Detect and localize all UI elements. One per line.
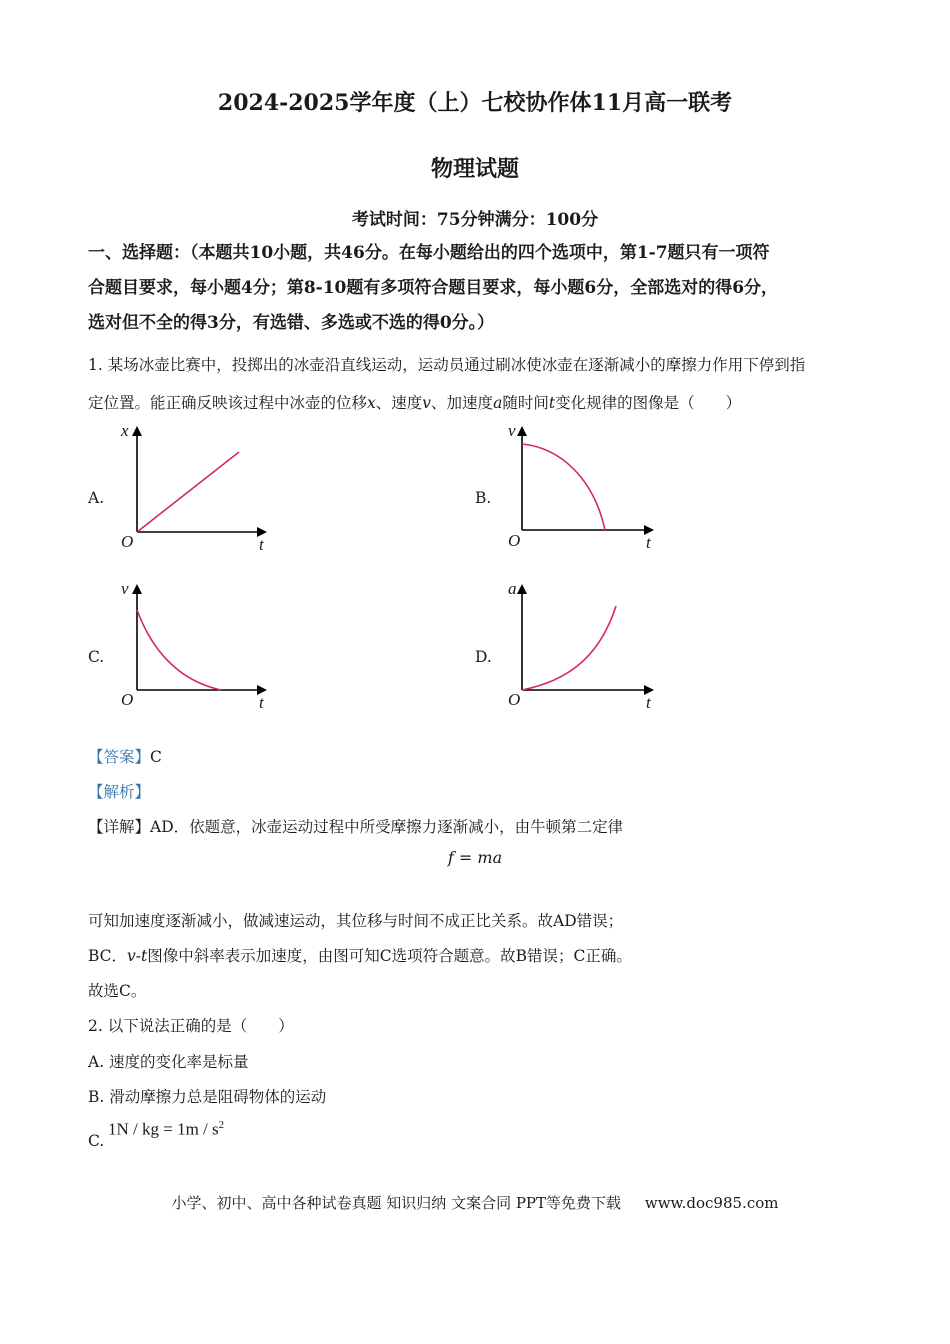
q1-text: 、速度: [375, 394, 423, 412]
q2-stem: 2. 以下说法正确的是（ ）: [88, 1017, 294, 1035]
graph-a: [115, 420, 295, 559]
a-t-curve: [522, 606, 616, 690]
detail-tag: 【详解】: [88, 818, 151, 836]
x-t-line: [137, 452, 239, 532]
q1-stem-line2: [88, 391, 741, 413]
q1-text: 定位置。能正确反映该过程中冰壶的位移: [88, 394, 368, 412]
answer-line: [88, 745, 162, 767]
detail-text: AD．依题意，冰壶运动过程中所受摩擦力逐渐减小，由牛顿第二定律: [150, 818, 624, 836]
section-line: 一、选择题：（本题共10小题，共46分。在每小题给出的四个选项中，第1-7题只有一项符: [88, 243, 770, 263]
x-axis-label: t: [646, 693, 651, 712]
var-v: v: [422, 394, 432, 412]
q2-option-c-formula: [108, 1119, 224, 1140]
footer-text: 小学、初中、高中各种试卷真题 知识归纳 文案合同 PPT等免费下载: [171, 1194, 622, 1212]
option-c-label: C.: [88, 648, 105, 666]
option-a-label: A.: [88, 489, 105, 507]
y-axis-label: v: [508, 421, 516, 440]
section-line: 合题目要求，每小题4分；第8-10题有多项符合题目要求，每小题6分，全部选对的得6分，: [88, 278, 779, 298]
subject-title: 物理试题: [430, 156, 519, 182]
q1-text: 变化规律的图像是（ ）: [555, 394, 742, 412]
graph-c: [115, 578, 295, 717]
origin-label: O: [508, 531, 521, 550]
q1-stem-line1: 1. 某场冰壶比赛中，投掷出的冰壶沿直线运动，运动员通过刷冰使冰壶在逐渐减小的摩擦力作用下停到指: [88, 356, 806, 374]
formula-fma: f = ma: [447, 848, 503, 867]
x-axis-label: t: [259, 693, 264, 712]
origin-label: O: [121, 532, 134, 551]
detail-text: 图像中斜率表示加速度，由图可知C选项符合题意。故B错误；C正确。: [147, 947, 632, 965]
q2-option-c-label: C.: [88, 1132, 105, 1150]
v-t-curve-concave: [522, 444, 605, 530]
graph-b: [502, 420, 682, 559]
x-axis-label: t: [259, 535, 264, 554]
exam-meta: 考试时间：75分钟满分：100分: [351, 210, 599, 230]
x-axis-label: t: [646, 533, 651, 552]
var-vt: v-t: [127, 947, 148, 965]
y-axis-arrow: [517, 584, 527, 594]
exam-title: 2024-2025学年度（上）七校协作体11月高一联考: [217, 90, 733, 116]
formula-text: 1N / kg = 1m / s: [108, 1119, 219, 1139]
y-axis-label: x: [121, 421, 129, 440]
detail-line3: [88, 944, 632, 966]
v-t-curve-convex: [137, 610, 221, 690]
y-axis-arrow: [517, 426, 527, 436]
detail-line1: [88, 815, 623, 837]
q1-text: 随时间: [502, 394, 549, 412]
option-b-label: B.: [475, 489, 492, 507]
analysis-tag: 【解析】: [88, 783, 151, 801]
q2-option-a: A. 速度的变化率是标量: [88, 1053, 249, 1071]
detail-line2: 可知加速度逐渐减小，做减速运动，其位移与时间不成正比关系。故AD错误；: [88, 912, 624, 930]
var-a: a: [493, 394, 503, 412]
footer-url[interactable]: www.doc985.com: [644, 1194, 779, 1212]
q2-option-b: B. 滑动摩擦力总是阻碍物体的运动: [88, 1088, 327, 1106]
answer-tag: 【答案】: [88, 748, 151, 766]
formula-sup: 2: [218, 1119, 225, 1131]
option-d-label: D.: [475, 648, 492, 666]
var-t: t: [548, 394, 556, 412]
origin-label: O: [121, 690, 134, 709]
y-axis-label: v: [121, 579, 129, 598]
detail-line4: 故选C。: [88, 982, 147, 1000]
q1-text: 、加速度: [431, 394, 494, 412]
y-axis-label: a: [508, 579, 517, 598]
detail-text: BC．: [88, 947, 128, 965]
section-line: 选对但不全的得3分，有选错、多选或不选的得0分。）: [88, 313, 495, 333]
origin-label: O: [508, 690, 521, 709]
y-axis-arrow: [132, 584, 142, 594]
footer: [0, 1192, 950, 1213]
graph-d: [502, 578, 682, 717]
y-axis-arrow: [132, 426, 142, 436]
var-x: x: [367, 394, 376, 412]
section-instructions: [88, 236, 888, 341]
answer-value: C: [150, 748, 162, 766]
